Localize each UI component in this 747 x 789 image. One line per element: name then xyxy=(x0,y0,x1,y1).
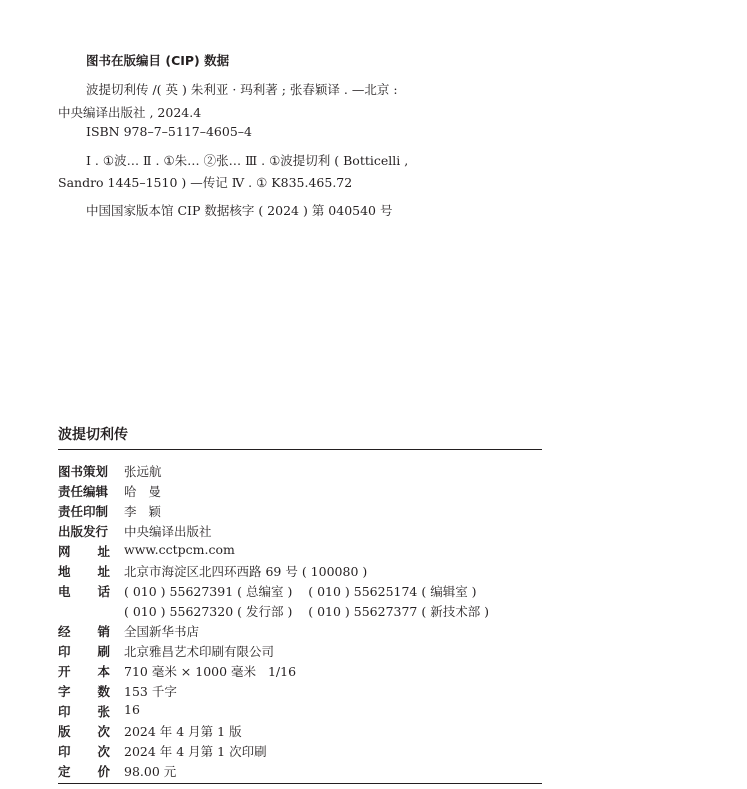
detail-value: 张远航 xyxy=(124,464,162,479)
detail-value: 2024 年 4 月第 1 版 xyxy=(124,724,242,739)
label-char: 本 xyxy=(97,664,110,679)
label-char: 张 xyxy=(97,704,110,719)
address-value: 北京市海淀区北四环西路 69 号 ( 100080 ) xyxy=(124,564,368,579)
label-char: 定 xyxy=(58,764,71,779)
title-divider xyxy=(58,449,542,450)
price-value: 98.00 元 xyxy=(124,764,177,779)
detail-label: 责任印制 xyxy=(58,504,109,519)
detail-label xyxy=(58,582,110,600)
bottom-divider xyxy=(58,783,542,784)
label-char: 电 xyxy=(58,584,71,599)
detail-value: 16 xyxy=(124,702,140,717)
detail-label: 图书策划 xyxy=(58,464,109,479)
cip-line-title-author: 波提切利传 /( 英 ) 朱利亚 · 玛利著 ; 张春颖译 . —北京 : xyxy=(86,82,398,97)
label-char: 销 xyxy=(97,624,110,639)
label-char: 数 xyxy=(97,684,110,699)
label-char: 印 xyxy=(58,704,71,719)
phone-value-line2: ( 010 ) 55627320 ( 发行部 ) ( 010 ) 55627377 ( 新技术部 ) xyxy=(124,604,490,619)
label-char: 刷 xyxy=(97,644,110,659)
detail-value: 北京雅昌艺术印刷有限公司 xyxy=(124,644,275,659)
label-char: 字 xyxy=(58,684,71,699)
detail-label: 责任编辑 xyxy=(58,484,109,499)
book-title: 波提切利传 xyxy=(58,427,128,443)
detail-label xyxy=(58,722,110,740)
label-char: 次 xyxy=(97,744,110,759)
detail-value: 153 千字 xyxy=(124,684,177,699)
detail-value: 2024 年 4 月第 1 次印刷 xyxy=(124,744,267,759)
cip-heading: 图书在版编目 (CIP) 数据 xyxy=(86,53,230,68)
detail-label xyxy=(58,542,110,560)
website-value: www.cctpcm.com xyxy=(124,542,235,557)
detail-value: 中央编译出版社 xyxy=(124,524,212,539)
detail-label xyxy=(58,662,110,680)
label-char: 经 xyxy=(58,624,71,639)
detail-label xyxy=(58,562,110,580)
detail-value: 全国新华书店 xyxy=(124,624,200,639)
detail-label xyxy=(58,702,110,720)
detail-value: 哈 曼 xyxy=(124,484,161,499)
label-char: 印 xyxy=(58,644,71,659)
cip-line-publisher: 中央编译出版社 , 2024.4 xyxy=(58,105,202,120)
detail-label xyxy=(58,622,110,640)
cip-line-isbn: ISBN 978–7–5117–4605–4 xyxy=(86,124,252,139)
detail-label xyxy=(58,642,110,660)
detail-label xyxy=(58,742,110,760)
label-char: 网 xyxy=(58,544,71,559)
detail-label: 出版发行 xyxy=(58,524,109,539)
phone-value-line1: ( 010 ) 55627391 ( 总编室 ) ( 010 ) 55625174 ( 编辑室 ) xyxy=(124,584,477,599)
label-char: 价 xyxy=(97,764,110,779)
detail-value: 李 颖 xyxy=(124,504,161,519)
label-char: 话 xyxy=(97,584,110,599)
label-char: 次 xyxy=(97,724,110,739)
detail-value: 710 毫米 × 1000 毫米 1/16 xyxy=(124,664,297,679)
cip-line-record-number: 中国国家版本馆 CIP 数据核字 ( 2024 ) 第 040540 号 xyxy=(86,203,393,218)
cip-line-subject: Ⅰ . ①波… Ⅱ . ①朱… ②张… Ⅲ . ①波提切利 ( Botticelli , xyxy=(86,153,409,168)
label-char: 地 xyxy=(58,564,71,579)
label-char: 印 xyxy=(58,744,71,759)
detail-label xyxy=(58,682,110,700)
detail-label xyxy=(58,762,110,780)
label-char: 开 xyxy=(58,664,71,679)
label-char: 址 xyxy=(97,564,110,579)
label-char: 版 xyxy=(58,724,71,739)
cip-line-classification: Sandro 1445–1510 ) —传记 Ⅳ . ① K835.465.72 xyxy=(58,175,353,190)
label-char: 址 xyxy=(97,544,110,559)
